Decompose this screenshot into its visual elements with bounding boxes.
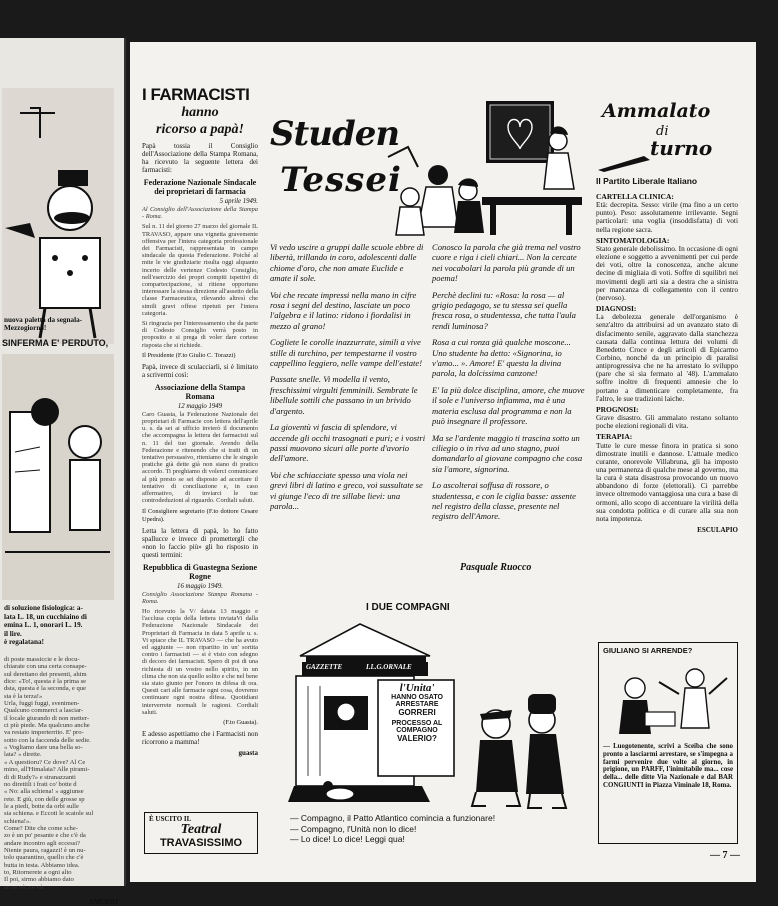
poster-line: HANNO OSATO	[391, 694, 443, 701]
left-signature: AMURRI	[88, 898, 118, 906]
left-blurb-line: emina L. 1, onorari L. 19.	[4, 621, 83, 630]
section-label: CARTELLA CLINICA:	[596, 192, 674, 201]
left-column-line: sotto con la faccenda delle sedie.	[4, 736, 91, 744]
giuliano-ad-text: — Luogotenente, scrivi a Sceiba che sono pronto a lasciarmi arrestare, se s'impegna a farmi pervenire due volte al giorno, in prigione, un PARFF, l'inimitabile ma... cose della... delle ditte Via Nazionale e dal BAR CONGIUNTI in Piazza Viminale 18, Roma.	[603, 743, 733, 789]
poem-stanza: Passate snelle. Vi modella il vento, freschissimi virgulti femminili. Sembrate le libellule sottili che passano in un brivido d'argento.	[270, 374, 418, 416]
poem-stanza: Perchè declini tu: «Rosa: la rosa — al grigio pedagogo, se tu stessa sei quella fresca rosa, o studentessa, che tutta l'aula rendi luminosa?	[432, 289, 576, 331]
farmacisti-signature-1: Il Presidente (F.to Giulio C. Torazzi)	[142, 351, 236, 359]
poem-author: Pasquale Ruocco	[460, 562, 532, 573]
left-blurb	[4, 604, 116, 647]
farmacisti-text-3: Papà, invece di sculacciarli, si è limitato a scrivermi così:	[142, 362, 258, 379]
left-blurb-line: il lire.	[4, 629, 22, 638]
farmacisti-text-1: Sul n. 11 del giorno 27 marzo del giornale IL TRAVASO, appare una vignetta gravemente offensiva per l'intera categoria professionale dei Farmacisti, rappresentata in campo sindacale da questa Federazione. Poiché al mite le vie giudiziarie risulta oggi alquanto incerto delle vertenze Codesto Consiglio, nell'esercizio dei propri compiti ispettivi di compartecipazione, si ritiene opportuno interessare la stessa direzione all'assetto della classe Farmaceutica, rilevando altresì che simili gravi offese ripetuti per l'intera categoria.	[142, 223, 258, 317]
left-blurb-line: è regalatana!	[4, 638, 44, 647]
giuliano-ad-illustration	[599, 658, 735, 738]
page-number: — 7 —	[710, 850, 740, 861]
poem-stanza: E' la più dolce disciplina, amore, che muove il sole e l'universo infiamma, ma è una materia esclusa dal programma e non la può insegnare il professore.	[432, 384, 585, 427]
left-blurb-line: di soluzione fisiologica: a-	[4, 604, 83, 612]
left-column-line: il locale giurando di non metter-	[4, 714, 90, 722]
section-label: SINTOMATOLOGIA:	[596, 235, 670, 245]
left-column-line: lata? » dirette.	[4, 751, 42, 759]
cartoon-caption: — Compagno, l'Unità non lo dice!	[290, 823, 417, 834]
poster-line: PROCESSO AL	[391, 720, 443, 727]
left-column-line: andare incontro agli eccessi?	[4, 839, 80, 847]
farmacisti-headline-3: ricorso a papà!	[156, 122, 244, 137]
poem-stanza: Rosa a cui ronza già qualche moscone... Uno studente ha detto: «Signorina, io v'amo... ». Amore! E' questa la divina parola, la dolcissima canzone!	[432, 337, 571, 379]
banner-title-1: Studen	[270, 114, 400, 154]
farmacisti-text-7: E adesso aspettiamo che i Farmacisti non ricorrono a mamma!	[142, 729, 258, 746]
left-column-line: Il poi, sirmo abbiamo dato	[4, 876, 74, 884]
ammalato-title-1: Ammalato	[602, 100, 711, 122]
left-heading: SINFERMA E' PERDUTO,	[2, 338, 109, 348]
farmacisti-signature-2: Il Consigliere segretario (F.to dottore Cesare Upedra).	[142, 507, 258, 523]
poster-title: l'Unita'	[399, 682, 435, 694]
left-column-line: rete. E giù, con delle grosse sp	[4, 795, 85, 803]
travasissimo-ad	[144, 812, 258, 854]
farmacisti-article	[142, 86, 258, 757]
left-column-line: Urla, fuggi fuggi, svenimen-	[4, 700, 80, 708]
left-column-line: no direttili i frati co' botte d	[4, 780, 77, 788]
poem-stanza: Conosco la parola che già trema nel vostro cuore e riga i cieli chiari... Non la cercate nei vocabolari la parola più grande di un poema!	[432, 242, 581, 284]
left-caption	[4, 316, 116, 333]
section-text: Grave disastro. Gli ammalato restano soltanto poche elezioni regionali di vita.	[596, 413, 738, 431]
cartoon-caption: — Compagno, il Patto Atlantico comincia a funzionare!	[290, 813, 496, 823]
farmacisti-date-2: 12 maggio 1949	[177, 402, 223, 410]
giuliano-ad-question: GIULIANO SI ARRENDE?	[603, 646, 693, 655]
banner-title-2: Tessei	[280, 160, 402, 200]
left-column-line: ci più piede. Ma qualcuno anche	[4, 722, 90, 730]
farmacisti-org-3: Repubblica di Guastegna Sezione Rogne	[142, 562, 257, 581]
left-column-text	[4, 656, 116, 891]
left-column-line: chiarate con una certa consape-	[4, 663, 87, 671]
left-column-line: Qualcuno commerci a lasciar-	[4, 707, 84, 715]
poem-stanza: Voi che recate impressi nella mano in cifre rosa i segni del destino, lasciate un poco l'algebra e il latino: ridono i fiordalisi in mezzo al grano!	[270, 289, 417, 331]
ammalato-title-2: di	[656, 124, 669, 139]
section-text: Tutte le cure messe finora in pratica si sono dimostrate inutili e dannose. L'attuale medico curante, onorevole Villabruna, gli ha imposto una permanenza di qualche mese al governo, ma la cura è stata disastrosa provocando un nuovo abbandono di forze (elettorali). Ci parrebbe invece oltremodo vantaggiosa una cura a base di ormoni, allo scopo di accentuare la virilità della sua condotta politica e di curare alla sua non nota impotenza.	[596, 440, 738, 523]
farmacisti-text-5: Letta la lettera di papà, lo ho fatto spallucce e invece di promettergli che «non lo faccio più» gli ho risposto in questi termini:	[142, 526, 258, 559]
farmacisti-signature-3: (F.to Guasta).	[223, 718, 258, 726]
left-column-line: le a piedi, botte da orbi sulle	[4, 802, 79, 810]
left-column-line: dsta, questa è la seconda, e que	[4, 685, 87, 693]
farmacisti-text-2: Si ringrazia per l'interessamento che da parte di Codesto Consiglio verrà posto in proposito e si prega di voler dare cortese risposta che si richiede.	[142, 320, 258, 349]
main-page	[130, 42, 756, 882]
ad-title-1: Teatral	[180, 822, 222, 837]
farmacisti-headline-2: hanno	[181, 105, 219, 120]
poem-stanza: Ma se l'ardente maggio ti trascina sotto un ciliegio o in riva ad uno stagno, puoi domandarlo al giovane compagno che cosa sia l'amore, signorina.	[432, 432, 583, 474]
poem-column-a	[270, 242, 426, 517]
left-column-line: Niente paura, ragazzi! è un nu-	[4, 846, 86, 854]
farmacisti-intro: Papà tossia il Consiglio dell'Associazione della Stampa Romana, ha ricevuto la seguente lettera dei farmacisti:	[142, 142, 258, 174]
ammalato-title-3: turno	[650, 136, 713, 160]
farmacisti-date-3: 16 maggio 1949.	[177, 582, 223, 590]
farmacisti-signature-4: guasta	[238, 748, 258, 757]
section-text: Età: decrepita. Sesso: virile (ma fino a un certo punto). Peso: assolutamente irrilevante. Segni particolari: una voglia (insoddisfatta) di voti nella regione sacra.	[596, 200, 738, 234]
giuliano-ad	[598, 642, 738, 844]
ad-small-text: È USCITO IL	[149, 815, 192, 823]
farmacisti-org-2: Associazione della Stampa Romana	[154, 382, 246, 401]
left-caption-line: Mezzogiorno!	[4, 324, 47, 333]
poster-line: VALERIO?	[397, 734, 437, 743]
cartoon-title: I DUE COMPAGNI	[366, 602, 450, 613]
pen-illustration	[596, 152, 652, 172]
left-column-line: sia schiena. e Eccoti le scatole sul	[4, 810, 94, 818]
left-column-line: sul derettano dei presenti, ahim	[4, 670, 87, 678]
left-column-line: « A questioru? Ce dove? Al Ce	[4, 758, 86, 766]
farmacisti-headline: I FARMACISTI	[142, 85, 250, 104]
left-column-line: dice: «To!, questa è la prima se	[4, 678, 87, 686]
section-text: Stato generale debolissimo. In occasione di ogni elezione e soggetto a avvenimenti per cui perde dei voti, oltre la conoscenza, anche alcune decine di migliaia di voti. Soffre di squilibri nei movimenti degli arti sia a destra che a sinistra per mancanza di collegamento con il centro (nervoso).	[596, 243, 738, 302]
left-column-line: va restato imperterrito. E' pro-	[4, 729, 84, 737]
farmacisti-address-3: Consiglio Associazione Stampa Romana - Roma.	[142, 590, 258, 605]
poster-text	[380, 682, 454, 743]
poem-stanza: Vi vedo uscire a gruppi dalle scuole ebbre di libertà, trillando in coro, adolescenti dalle chiome d'oro, che non amate Euclide e amate il sole.	[270, 242, 424, 284]
section-label: TERAPIA:	[596, 432, 633, 442]
farmacisti-date-1: 5 aprile 1949.	[219, 198, 258, 205]
cartoon-peddler-illustration	[0, 78, 118, 354]
poem-stanza: Voi che schiacciate spesso una viola nei grevi libri di latino e greco, voi sussultate se vi giunge l'eco di tre sillabe lievi: una parola...	[270, 469, 423, 511]
farmacisti-text-4: Caro Guasta, la Federazione Nazionale dei proprietari di Farmacie con lettera dell'aprile u. s. da sei ai ufficio invierò il documento che accompagna la lettera dei farmacisti sul n. 11 del tuo giornale. Avendo della Federazione e ritenendo che si tratti di un tentativo persuasivo, riteniamo che le singole pratiche già dette già non siano di pratico accordo. Ti preghiamo di volerci comunicare al più presto se sei disposto ad accettare il tentativo di conciliazione e, in caso affermativo, di inviarci le tue controdeduzioni al riguardo. Cordiali saluti.	[142, 410, 258, 505]
farmacisti-address-1: Al Consiglio dell'Associazione della Stampa - Roma.	[142, 206, 258, 221]
ad-title-2: TRAVASISSIMO	[159, 837, 243, 849]
left-column-line: tolo quarantino, quello che c'è	[4, 854, 84, 862]
kiosk-sign-2: I.L.G.ORNALE	[366, 663, 412, 671]
poster-line: GORRERI	[398, 708, 436, 717]
ammalato-signature: ESCULAPIO	[697, 526, 738, 535]
kiosk-sign-1: GAZZETTE	[306, 663, 343, 671]
left-column-line: « No: alla schiena! » aggiunse	[4, 788, 84, 796]
poster-line: ARRESTARE	[395, 701, 439, 708]
farmacisti-text-6: Ho ricevuto la V/ datata 13 maggio e l'acclusa copia della lettera inviataVi dalla Federazione Nazionale Sindacale dei Proprietari di Farmacia in data 5 aprile u. s. Vi spiace che IL TRAVASO — che ha avuto ed aggiunte — non ripartito in un' sortita contro i farmacisti — si è visto con sdegno di decoro dei farmacisti. Spero di poi di una richiesta di un vostro nello spirito, in un clima che non sia quello solito e che nel bene sia stato giunto per l'onoro in difesa di ora. Questi cari alle farmacie ogni cosa, dovremo continuare ogni nostra difesa. Quotidiani interverrete normali le ragioni. Cordiali saluti.	[142, 607, 258, 716]
poem-column-b	[432, 242, 586, 528]
left-column-line: sta è la terza!»	[4, 692, 43, 700]
left-caption-line: nuova paletta da segnala-	[4, 316, 83, 324]
left-column-line: schiena!».	[4, 817, 31, 825]
left-column-line: di poste massiccie e le docu-	[4, 656, 80, 663]
left-column-line: Come? Dite che come sche-	[4, 824, 78, 832]
cartoon-caption: — Lo dice! Lo dice! Leggi qua!	[290, 834, 405, 844]
left-column-line: di di Rudy?» e stranazzanti	[4, 773, 76, 781]
left-column-line: « Vogliamo dare una bella so-	[4, 744, 83, 752]
farmacisti-org-1: Federazione Nazionale Sindacale dei proprietari di farmacia	[143, 178, 257, 196]
left-blurb-line: lata L. 18, un cucchiaino di	[4, 612, 87, 621]
section-text: La debolezza generale dell'organismo è senz'altro da attribuirsi ad un avanzato stato di disfacimento senile, aggravato dalla stanchezza causata dalla continua lettura dei volumi di Benedetto Croce e degli articoli di Epicarmo Corbino, nonché da un principio di paralisi antiprogressiva che ne ha arrestato lo sviluppo (pare che si sia fermato al '48). L'ammalato soffre inoltre di frequenti amnesie che lo portano a dimenticare completamente, fra l'altro, le sue tradizioni laiche.	[596, 312, 738, 403]
section-label: DIAGNOSI:	[596, 304, 637, 314]
poster-line: COMPAGNO	[396, 727, 438, 734]
cartoon-pharmacy-illustration	[0, 352, 118, 602]
poem-stanza: La gioventù vi fascia di splendore, vi accende gli occhi trasognati e puri; e i vostri passi muovono sicuri alle porte d'avorio dell'amore.	[270, 422, 426, 464]
left-column-line: butta in testa. Abbiamo idea.	[4, 861, 80, 869]
poem-stanza: Lo ascolterai soffusa di rossore, o studentessa, e con le ciglia basse: assente nel registro della classe, presente nel registro dell'Amore.	[432, 480, 576, 522]
cartoon-captions	[290, 813, 586, 845]
ammalato-article	[596, 190, 738, 534]
left-column-line: mino, all'Himalaia? Alle pirami-	[4, 766, 90, 774]
left-column-line: zo è un po' pesante e che c'è da	[4, 832, 86, 840]
left-column-line: to, Ritornerete a ogni alto	[4, 868, 72, 876]
left-column-line: ce ce vò, ce vò.	[4, 883, 45, 891]
poem-stanza: Cogliete le corolle inazzurrate, simili a vive stille di turchino, per tempestarne il vostro cappellino leggiero, nelle vampe dell'estate!	[270, 337, 423, 369]
ammalato-subtitle: Il Partito Liberale Italiano	[596, 176, 698, 186]
left-page	[0, 38, 126, 906]
section-label: PROGNOSI:	[596, 404, 639, 414]
